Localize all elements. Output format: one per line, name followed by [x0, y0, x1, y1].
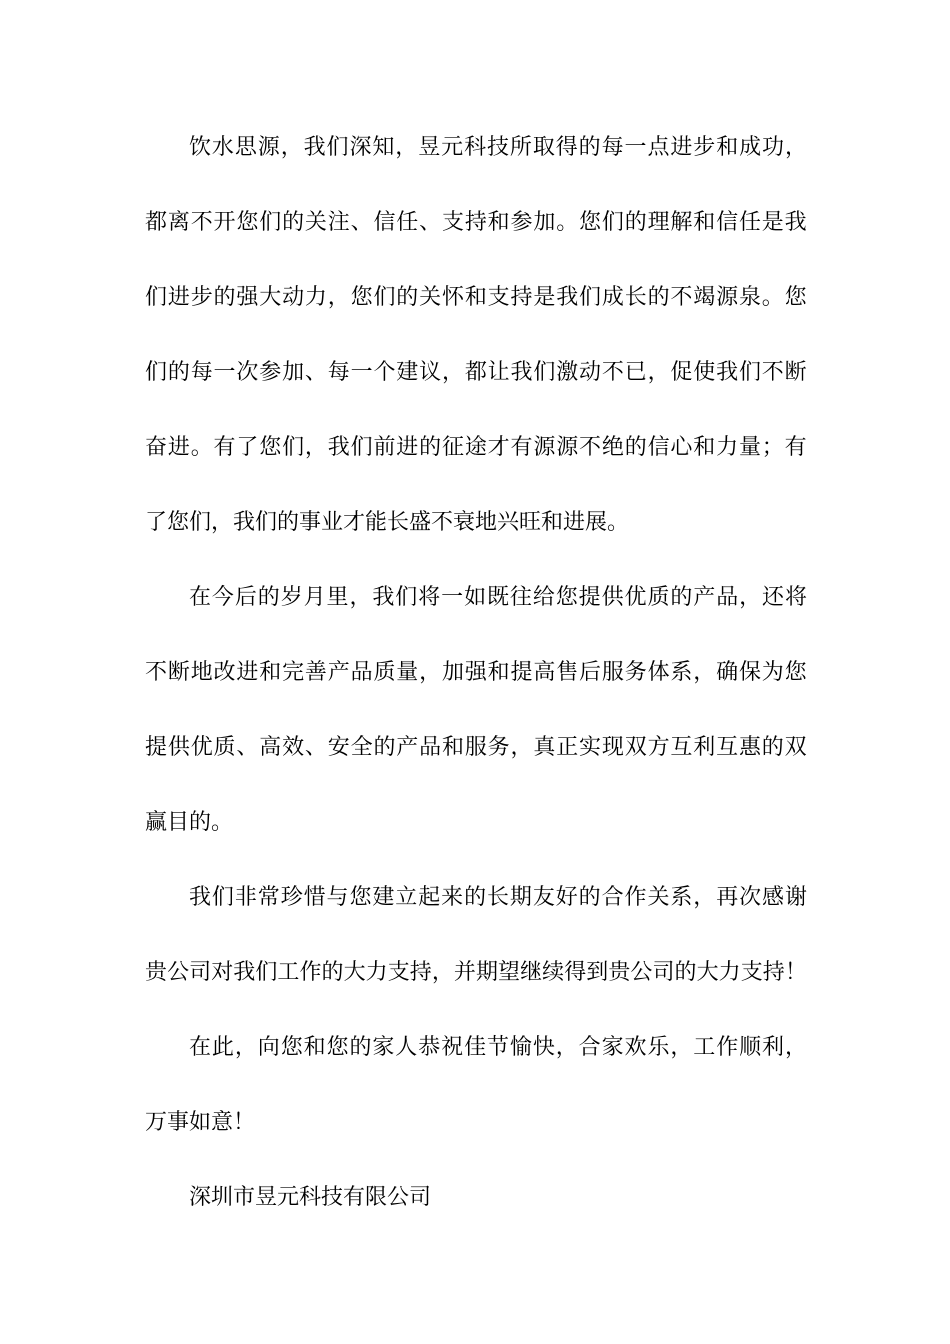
text-line: 奋 进 。 有 了 您 们 ， 我 们 前 进 的 征 途 才 有 源 源 不 绝 的 信 心 和 力 量 ； 有	[145, 435, 807, 460]
text-line: 了您们，我们的事业才能长盛不衰地兴旺和进展。	[145, 510, 630, 535]
text-line: 赢目的。	[145, 810, 234, 835]
text-line: 提 供 优 质 、 高 效 、 安 全 的 产 品 和 服 务 ， 真 正 实 现 双 方 互 利 互 惠 的 双	[145, 735, 807, 760]
text-line: 万事如意！	[145, 1110, 256, 1135]
letter-body	[145, 116, 807, 1241]
text-line: 们 进 步 的 强 大 动 力 ， 您 们 的 关 怀 和 支 持 是 我 们 成 长 的 不 竭 源 泉 。 您	[145, 285, 807, 310]
text-line: 饮 水 思 源 ， 我 们 深 知 ， 昱 元 科 技 所 取 得 的 每 一 点 进 步 和 成 功 ，	[189, 135, 807, 160]
company-signature: 深圳市昱元科技有限公司	[189, 1185, 432, 1210]
text-line: 在 此 ， 向 您 和 您 的 家 人 恭 祝 佳 节 愉 快 ， 合 家 欢 乐 ， 工 作 顺 利 ，	[189, 1035, 807, 1060]
text-line: 们 的 每 一 次 参 加 、 每 一 个 建 议 ， 都 让 我 们 激 动 不 已 ， 促 使 我 们 不 断	[145, 360, 807, 385]
text-line: 贵 公 司 对 我 们 工 作 的 大 力 支 持 ， 并 期 望 继 续 得 到 贵 公 司 的 大 力 支 持 ！	[145, 960, 807, 985]
text-line: 都 离 不 开 您 们 的 关 注 、 信 任 、 支 持 和 参 加 。 您 们 的 理 解 和 信 任 是 我	[145, 210, 807, 235]
text-line: 在 今 后 的 岁 月 里 ， 我 们 将 一 如 既 往 给 您 提 供 优 质 的 产 品 ， 还 将	[189, 585, 807, 610]
text-line: 我 们 非 常 珍 惜 与 您 建 立 起 来 的 长 期 友 好 的 合 作 关 系 ， 再 次 感 谢	[189, 885, 807, 910]
text-line: 不 断 地 改 进 和 完 善 产 品 质 量 ， 加 强 和 提 高 售 后 服 务 体 系 ， 确 保 为 您	[145, 660, 807, 685]
